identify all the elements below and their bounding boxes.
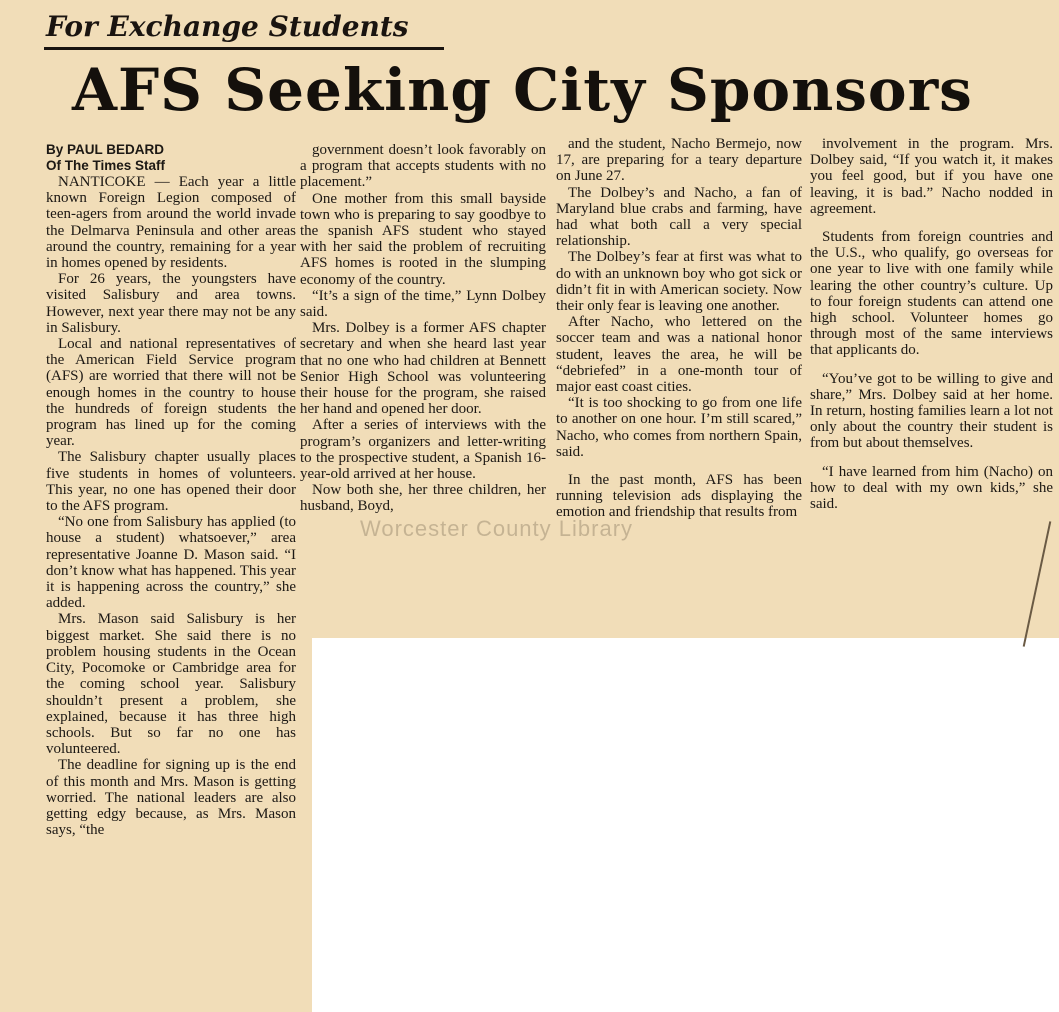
- paragraph: “It’s a sign of the time,” Lynn Dolbey said.: [300, 287, 546, 321]
- article-column-3: [556, 136, 802, 521]
- article-column-4: [810, 136, 1053, 512]
- paragraph: Local and national representatives of the American Field Service program (AFS) are worried that there will not be enough homes in the country to house the hundreds of foreign students the program has lined up for the coming year.: [46, 336, 296, 450]
- paragraph: “It is too shocking to go from one life to another on one hour. I’m still scared,” Nacho, who comes from northern Spain, said.: [556, 395, 802, 460]
- paragraph: After a series of interviews with the program’s organizers and letter-writing to the prospective student, a Spanish 16-year-old arrived at her house.: [300, 417, 546, 483]
- paragraph: For 26 years, the youngsters have visited Salisbury and area towns. However, next year there may not be any in Salisbury.: [46, 271, 296, 336]
- paragraph: Mrs. Dolbey is a former AFS chapter secretary and when she heard last year that no one who had children at Bennett Senior High School was volunteering their house for the program, she raised her hand and opened her door.: [300, 320, 546, 418]
- byline-staff: Of The Times Staff: [46, 158, 166, 173]
- paragraph: Mrs. Mason said Salisbury is her biggest market. She said there is no problem housing students in the Ocean City, Pocomoke or Cambridge area for the coming school year. Salisbury shouldn’t present a problem, she explained, because it has three high schools. But so far no one has volunteered.: [46, 611, 296, 758]
- byline-author: By PAUL BEDARD: [46, 142, 165, 157]
- paragraph: involvement in the program. Mrs. Dolbey said, “If you watch it, it makes you feel good, but if you have one leaving, it is bad.” Nacho nodded in agreement.: [810, 136, 1053, 217]
- paragraph: The deadline for signing up is the end of this month and Mrs. Mason is getting worried. The national leaders are also getting edgy because, as Mrs. Mason says, “the: [46, 757, 296, 839]
- paragraph: and the student, Nacho Bermejo, now 17, are preparing for a teary departure on June 27.: [556, 136, 802, 185]
- paragraph: “You’ve got to be willing to give and share,” Mrs. Dolbey said at her home. In return, hosting families learn a lot not only about the country their student is from but about themselves.: [810, 370, 1053, 452]
- article-column-2: [300, 142, 546, 515]
- paragraph: One mother from this small bayside town who is preparing to say goodbye to the spanish AFS student who stayed with her said the problem of recruiting AFS homes is rooted in the slumping economy of the country.: [300, 190, 546, 288]
- paragraph: The Dolbey’s and Nacho, a fan of Maryland blue crabs and farming, have had what both call a very special relationship.: [556, 184, 802, 250]
- paragraph: “I have learned from him (Nacho) on how to deal with my own kids,” she said.: [810, 463, 1053, 513]
- article-column-1: [46, 142, 296, 838]
- paragraph: NANTICOKE — Each year a little known Foreign Legion composed of teen-agers from around the world invade the Delmarva Peninsula and other areas around the country, remaining for a year in homes opened by residents.: [46, 174, 296, 272]
- paragraph: government doesn’t look favorably on a program that accepts students with no placement.”: [300, 142, 546, 191]
- paragraph: The Dolbey’s fear at first was what to do with an unknown boy who got sick or didn’t fit in with American society. Now their only fear is leaving one another.: [556, 249, 802, 315]
- paragraph: Now both she, her three children, her husband, Boyd,: [300, 482, 546, 515]
- kicker-heading: For Exchange Students: [46, 10, 409, 43]
- paragraph: The Salisbury chapter usually places five students in homes of volunteers. This year, no one has opened their door to the AFS program.: [46, 449, 296, 515]
- paragraph: “No one from Salisbury has applied (to house a student) whatsoever,” area representative Joanne D. Mason said. “I don’t know what has happened. This year it is happening across the country,” she added.: [46, 514, 296, 612]
- library-watermark: Worcester County Library: [360, 516, 634, 541]
- paragraph: After Nacho, who lettered on the soccer team and was a national honor student, leaves the area, he will be “debriefed” in a one-month tour of major east coast cities.: [556, 314, 802, 396]
- kicker-underline: [44, 47, 444, 50]
- paragraph: Students from foreign countries and the U.S., who qualify, go overseas for one year to live with one family while learing the other country’s culture. Up to four foreign students can attend one high school. Volunteer homes go through most of the same interviews that applicants do.: [810, 229, 1053, 359]
- headline: AFS Seeking City Sponsors: [72, 56, 973, 124]
- paragraph: In the past month, AFS has been running television ads displaying the emotion and friendship that results from: [556, 472, 802, 521]
